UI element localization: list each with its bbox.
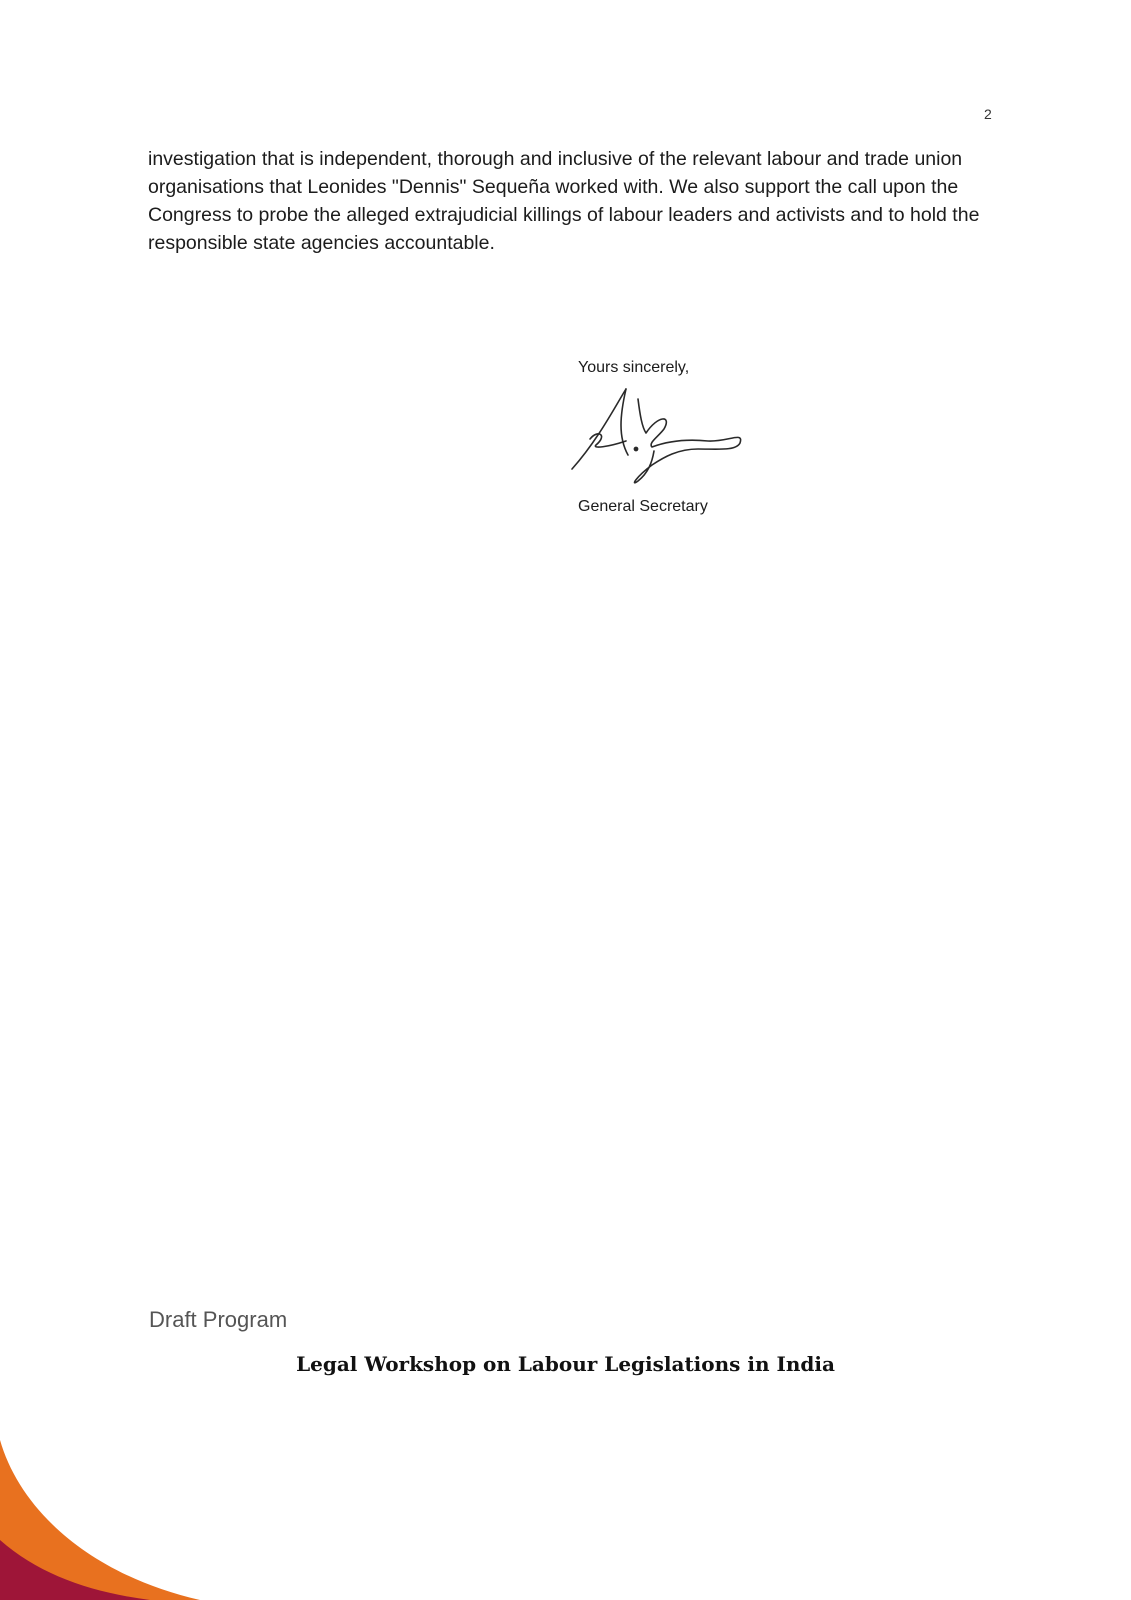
page-number: 2 (984, 106, 992, 122)
signer-title: General Secretary (578, 498, 708, 515)
workshop-title: Legal Workshop on Labour Legislations in India (296, 1352, 835, 1376)
corner-decoration (0, 1400, 220, 1600)
letter-paragraph: investigation that is independent, thorough and inclusive of the relevant labour and trade union organisations that Leonides "Dennis" Sequeña worked with. We also support the call upon the Congress to probe the alleged extrajudicial killings of labour leaders and activists and to hold the responsible state agencies accountable. (148, 148, 980, 254)
letter-body (148, 145, 988, 257)
draft-program-label: Draft Program (149, 1307, 288, 1332)
signature-image (568, 385, 758, 490)
closing-salutation: Yours sincerely, (578, 359, 690, 376)
